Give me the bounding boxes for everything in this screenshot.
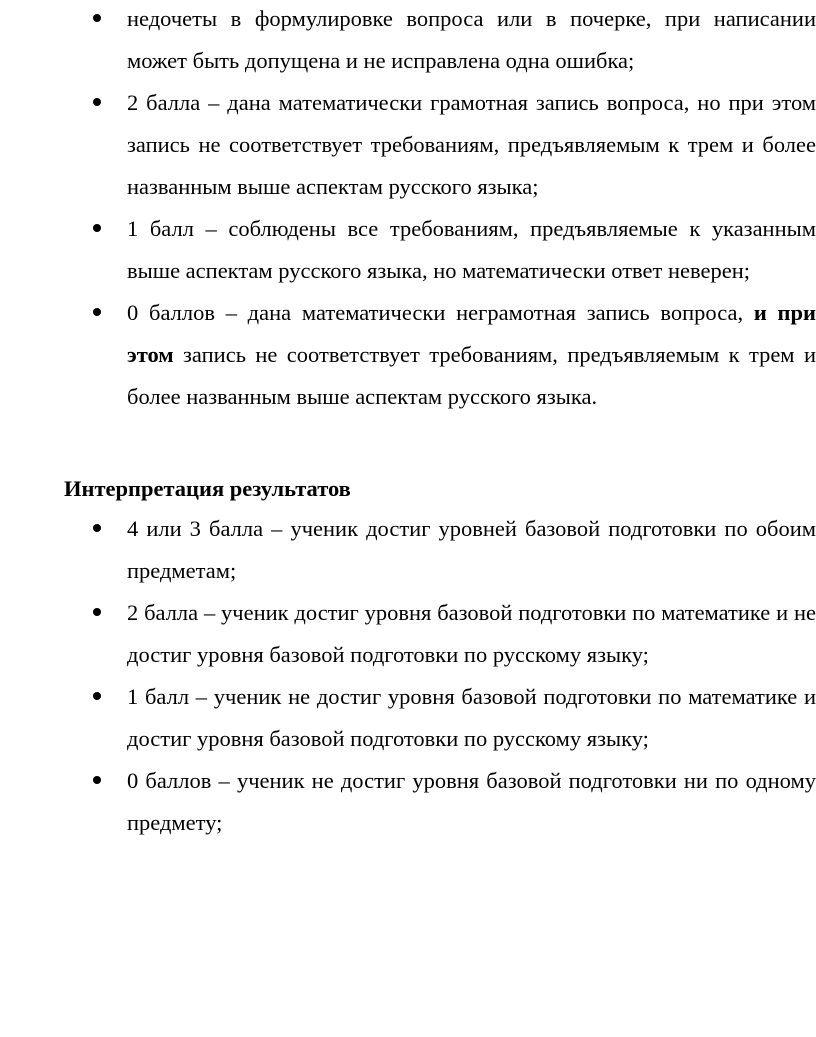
list-item xyxy=(0,508,816,592)
list-item xyxy=(0,760,816,844)
list-item-text-bold: и при этом xyxy=(127,300,816,367)
list-item xyxy=(0,292,816,418)
list-item xyxy=(0,676,816,760)
list-item-text: 1 балл – соблюдены все требованиям, предъявляемые к указанным выше аспектам русского языка, но математически ответ неверен; xyxy=(127,216,816,283)
list-item-text: 4 или 3 балла – ученик достиг уровней базовой подготовки по обоим предметам; xyxy=(127,516,816,583)
list-item xyxy=(0,0,816,82)
section-heading: Интерпретация результатов xyxy=(64,476,351,501)
list-item xyxy=(0,82,816,208)
list-item-text: недочеты в формулировке вопроса или в почерке, при написании может быть допущена и не исправлена одна ошибка; xyxy=(127,6,816,73)
list-item-text-before: 0 баллов – дана математически неграмотная запись вопроса, xyxy=(127,300,754,325)
list-item xyxy=(0,592,816,676)
interpretation-list xyxy=(0,508,816,844)
list-item-text: 0 баллов – ученик не достиг уровня базовой подготовки ни по одному предмету; xyxy=(127,768,816,835)
list-item xyxy=(0,208,816,292)
list-item-text: 2 балла – дана математически грамотная запись вопроса, но при этом запись не соответствует требованиям, предъявляемым к трем и более названным выше аспектам русского языка; xyxy=(127,90,816,199)
list-item-text: 2 балла – ученик достиг уровня базовой подготовки по математике и не достиг уровня базовой подготовки по русскому языку; xyxy=(127,600,816,667)
list-item-text: 1 балл – ученик не достиг уровня базовой подготовки по математике и достиг уровня базовой подготовки по русскому языку; xyxy=(127,684,816,751)
criteria-list xyxy=(0,0,816,418)
list-item-text-after: запись не соответствует требованиям, предъявляемым к трем и более названным выше аспектам русского языка. xyxy=(127,342,816,409)
